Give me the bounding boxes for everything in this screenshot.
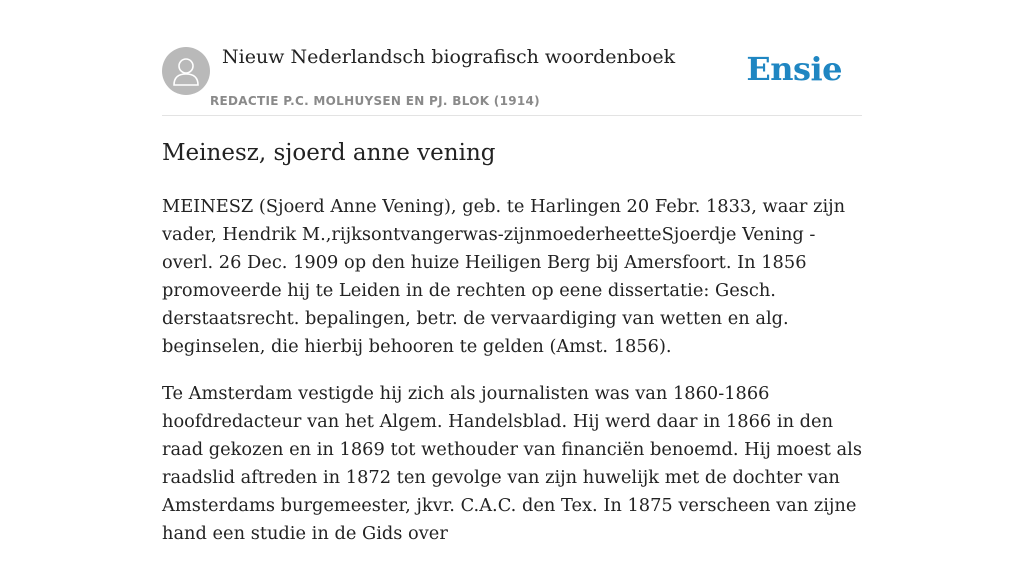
article-paragraph: MEINESZ (Sjoerd Anne Vening), geb. te Harlingen 20 Febr. 1833, waar zijn vader, Hendrik M.,rijksontvangerwas-zijnmoederheetteSjoerdje Vening -overl. 26 Dec. 1909 op den huize Heiligen Berg bij Amersfoort. In 1856 promoveerde hij te Leiden in de rechten op eene dissertatie: Gesch. derstaatsrecht. bepalingen, betr. de vervaardiging van wetten en alg. beginselen, die hierbij behooren te gelden (Amst. 1856).: [162, 196, 846, 357]
book-editor: REDACTIE P.C. MOLHUYSEN EN PJ. BLOK (1914): [210, 94, 540, 108]
ensie-logo[interactable]: Ensie: [746, 50, 842, 88]
user-silhouette-icon: [162, 47, 210, 95]
article-title: Meinesz, sjoerd anne vening: [162, 140, 496, 166]
avatar[interactable]: [162, 47, 210, 95]
article-body: [162, 193, 862, 567]
book-title[interactable]: Nieuw Nederlandsch biografisch woordenboek: [222, 46, 676, 68]
article-paragraph: Te Amsterdam vestigde hij zich als journalisten was van 1860-1866 hoofdredacteur van het Algem. Handelsblad. Hij werd daar in 1866 in den raad gekozen en in 1869 tot wethouder van financiën benoemd. Hij moest als raadslid aftreden in 1872 ten gevolge van zijn huwelijk met de dochter van Amsterdams burgemeester, jkvr. C.A.C. den Tex. In 1875 verscheen van zijne hand een studie in de Gids over: [162, 383, 862, 544]
source-header: [162, 40, 862, 116]
